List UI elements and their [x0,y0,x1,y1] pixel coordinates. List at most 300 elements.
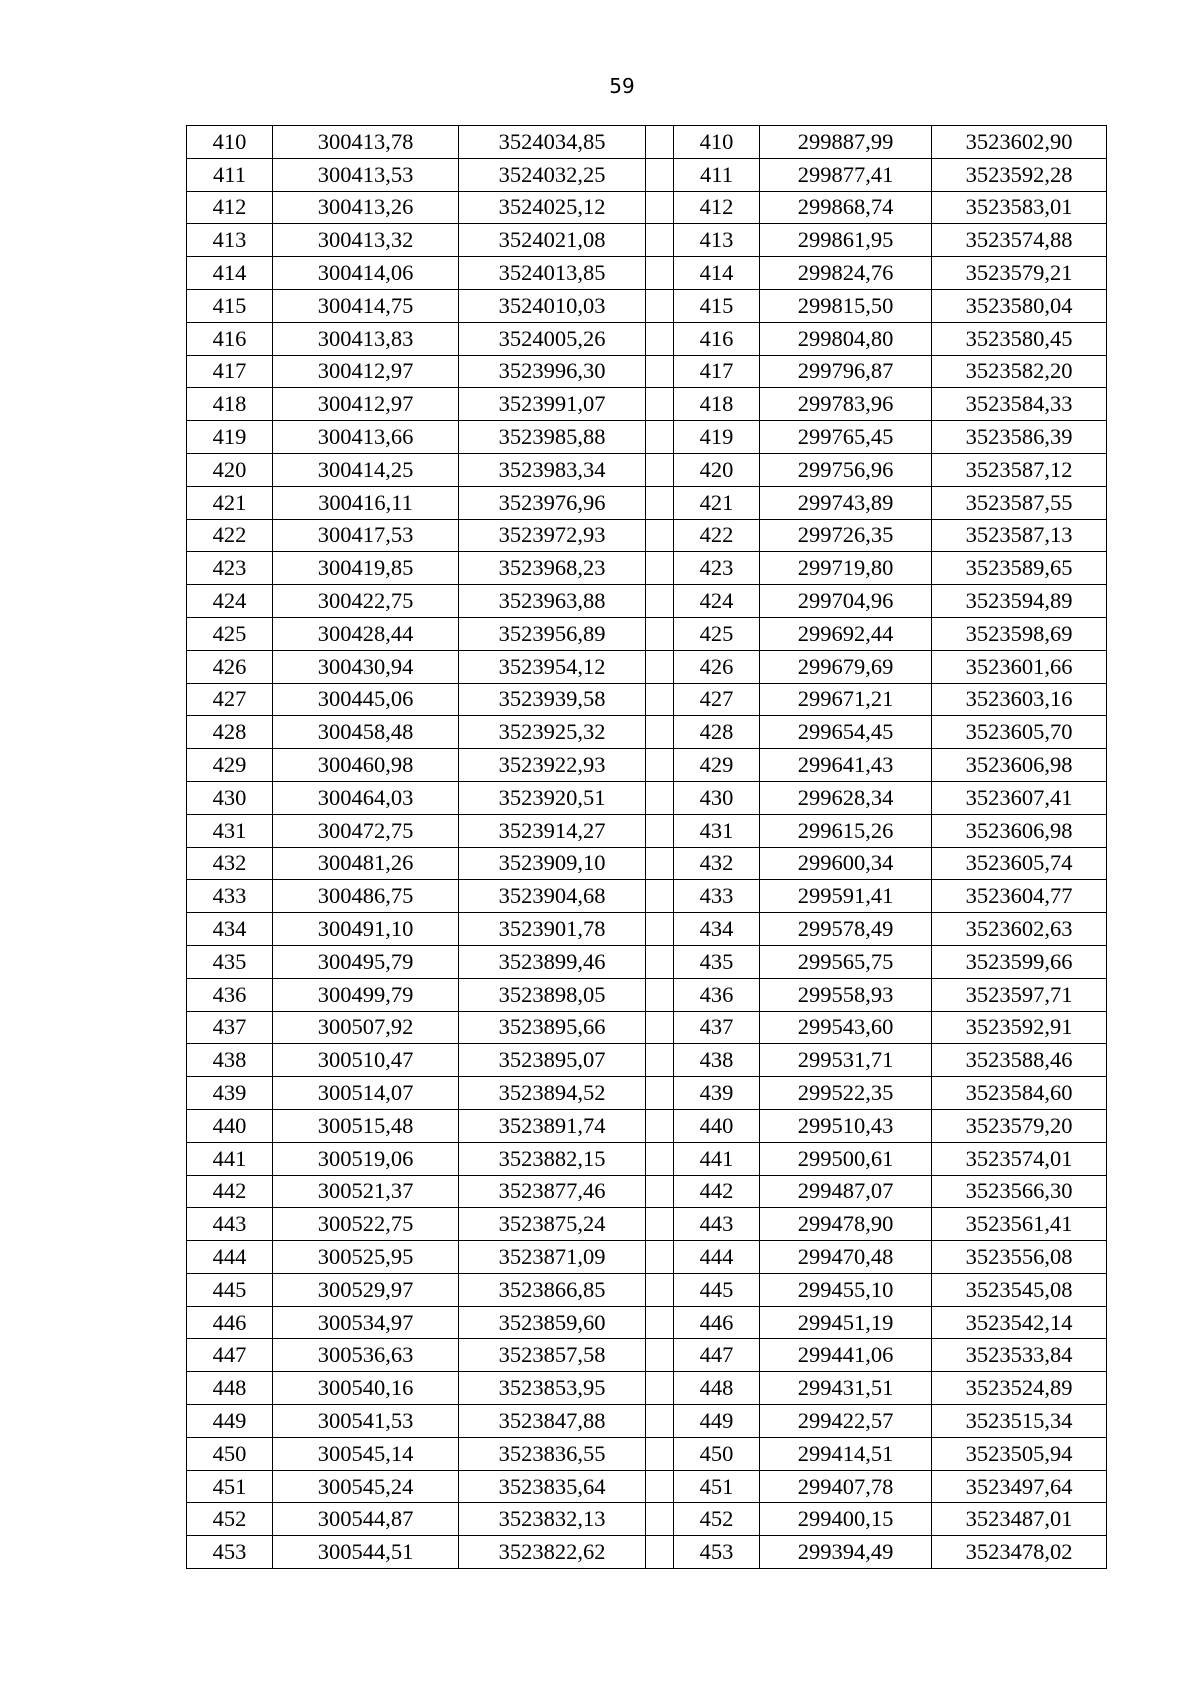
separator-cell [646,781,674,814]
right-point-number-cell: 412 [674,191,760,224]
right-x-coordinate-cell: 299704,96 [760,585,932,618]
left-point-number-cell: 436 [187,978,273,1011]
left-point-number-cell: 427 [187,683,273,716]
right-x-coordinate-cell: 299719,80 [760,552,932,585]
right-x-coordinate-cell: 299600,34 [760,847,932,880]
left-y-coordinate-cell: 3523996,30 [459,355,646,388]
separator-cell [646,617,674,650]
table-row [187,355,1107,388]
left-x-coordinate-cell: 300491,10 [273,913,459,946]
left-x-coordinate-cell: 300514,07 [273,1077,459,1110]
separator-cell [646,1175,674,1208]
right-point-number-cell: 453 [674,1536,760,1569]
separator-cell [646,1241,674,1274]
right-point-number-cell: 426 [674,650,760,683]
table-row [187,650,1107,683]
left-x-coordinate-cell: 300515,48 [273,1109,459,1142]
left-point-number-cell: 435 [187,945,273,978]
right-point-number-cell: 434 [674,913,760,946]
left-x-coordinate-cell: 300413,83 [273,322,459,355]
left-point-number-cell: 440 [187,1109,273,1142]
right-x-coordinate-cell: 299510,43 [760,1109,932,1142]
left-x-coordinate-cell: 300417,53 [273,519,459,552]
right-y-coordinate-cell: 3523545,08 [932,1273,1107,1306]
right-y-coordinate-cell: 3523584,33 [932,388,1107,421]
left-y-coordinate-cell: 3523859,60 [459,1306,646,1339]
right-x-coordinate-cell: 299578,49 [760,913,932,946]
right-point-number-cell: 433 [674,880,760,913]
separator-cell [646,486,674,519]
separator-cell [646,749,674,782]
right-point-number-cell: 441 [674,1142,760,1175]
left-x-coordinate-cell: 300472,75 [273,814,459,847]
left-y-coordinate-cell: 3523909,10 [459,847,646,880]
right-x-coordinate-cell: 299796,87 [760,355,932,388]
left-y-coordinate-cell: 3523925,32 [459,716,646,749]
right-x-coordinate-cell: 299615,26 [760,814,932,847]
right-point-number-cell: 438 [674,1044,760,1077]
separator-cell [646,1503,674,1536]
left-y-coordinate-cell: 3524013,85 [459,257,646,290]
right-y-coordinate-cell: 3523603,16 [932,683,1107,716]
left-x-coordinate-cell: 300416,11 [273,486,459,519]
right-x-coordinate-cell: 299591,41 [760,880,932,913]
left-point-number-cell: 429 [187,749,273,782]
left-point-number-cell: 432 [187,847,273,880]
left-x-coordinate-cell: 300529,97 [273,1273,459,1306]
left-x-coordinate-cell: 300545,14 [273,1437,459,1470]
right-point-number-cell: 445 [674,1273,760,1306]
right-point-number-cell: 443 [674,1208,760,1241]
left-x-coordinate-cell: 300414,25 [273,453,459,486]
left-point-number-cell: 412 [187,191,273,224]
left-point-number-cell: 438 [187,1044,273,1077]
separator-cell [646,158,674,191]
table-row [187,1208,1107,1241]
left-y-coordinate-cell: 3523899,46 [459,945,646,978]
table-row [187,1536,1107,1569]
right-y-coordinate-cell: 3523587,55 [932,486,1107,519]
table-row [187,552,1107,585]
left-x-coordinate-cell: 300412,97 [273,355,459,388]
right-x-coordinate-cell: 299887,99 [760,126,932,159]
right-y-coordinate-cell: 3523587,13 [932,519,1107,552]
separator-cell [646,716,674,749]
left-x-coordinate-cell: 300495,79 [273,945,459,978]
right-point-number-cell: 425 [674,617,760,650]
left-y-coordinate-cell: 3524032,25 [459,158,646,191]
table-row [187,224,1107,257]
left-y-coordinate-cell: 3523983,34 [459,453,646,486]
separator-cell [646,453,674,486]
right-x-coordinate-cell: 299726,35 [760,519,932,552]
right-point-number-cell: 411 [674,158,760,191]
right-point-number-cell: 421 [674,486,760,519]
right-y-coordinate-cell: 3523589,65 [932,552,1107,585]
right-y-coordinate-cell: 3523606,98 [932,749,1107,782]
separator-cell [646,421,674,454]
left-point-number-cell: 430 [187,781,273,814]
right-y-coordinate-cell: 3523574,01 [932,1142,1107,1175]
right-x-coordinate-cell: 299868,74 [760,191,932,224]
left-x-coordinate-cell: 300458,48 [273,716,459,749]
table-row [187,1175,1107,1208]
left-point-number-cell: 439 [187,1077,273,1110]
right-y-coordinate-cell: 3523598,69 [932,617,1107,650]
left-y-coordinate-cell: 3523991,07 [459,388,646,421]
left-y-coordinate-cell: 3523877,46 [459,1175,646,1208]
table-row [187,716,1107,749]
left-point-number-cell: 450 [187,1437,273,1470]
right-y-coordinate-cell: 3523602,63 [932,913,1107,946]
table-row [187,814,1107,847]
left-x-coordinate-cell: 300428,44 [273,617,459,650]
left-x-coordinate-cell: 300413,32 [273,224,459,257]
separator-cell [646,519,674,552]
right-y-coordinate-cell: 3523601,66 [932,650,1107,683]
right-point-number-cell: 432 [674,847,760,880]
table-row [187,880,1107,913]
left-x-coordinate-cell: 300413,53 [273,158,459,191]
right-x-coordinate-cell: 299743,89 [760,486,932,519]
right-x-coordinate-cell: 299531,71 [760,1044,932,1077]
page-number: 59 [609,74,635,98]
separator-cell [646,585,674,618]
left-point-number-cell: 419 [187,421,273,454]
right-point-number-cell: 430 [674,781,760,814]
right-point-number-cell: 448 [674,1372,760,1405]
left-y-coordinate-cell: 3523956,89 [459,617,646,650]
left-y-coordinate-cell: 3523976,96 [459,486,646,519]
left-y-coordinate-cell: 3523901,78 [459,913,646,946]
table-row [187,913,1107,946]
right-y-coordinate-cell: 3523580,45 [932,322,1107,355]
table-row [187,1011,1107,1044]
separator-cell [646,1339,674,1372]
left-y-coordinate-cell: 3523882,15 [459,1142,646,1175]
right-y-coordinate-cell: 3523584,60 [932,1077,1107,1110]
left-y-coordinate-cell: 3523853,95 [459,1372,646,1405]
right-x-coordinate-cell: 299861,95 [760,224,932,257]
table-row [187,1306,1107,1339]
right-y-coordinate-cell: 3523505,94 [932,1437,1107,1470]
right-y-coordinate-cell: 3523607,41 [932,781,1107,814]
right-y-coordinate-cell: 3523497,64 [932,1470,1107,1503]
right-x-coordinate-cell: 299400,15 [760,1503,932,1536]
separator-cell [646,1109,674,1142]
left-y-coordinate-cell: 3524034,85 [459,126,646,159]
right-x-coordinate-cell: 299394,49 [760,1536,932,1569]
right-x-coordinate-cell: 299487,07 [760,1175,932,1208]
left-x-coordinate-cell: 300536,63 [273,1339,459,1372]
table-row [187,1405,1107,1438]
left-y-coordinate-cell: 3523857,58 [459,1339,646,1372]
right-point-number-cell: 419 [674,421,760,454]
left-x-coordinate-cell: 300481,26 [273,847,459,880]
left-y-coordinate-cell: 3523835,64 [459,1470,646,1503]
right-point-number-cell: 416 [674,322,760,355]
left-x-coordinate-cell: 300460,98 [273,749,459,782]
left-point-number-cell: 414 [187,257,273,290]
left-point-number-cell: 411 [187,158,273,191]
left-point-number-cell: 431 [187,814,273,847]
left-point-number-cell: 416 [187,322,273,355]
right-y-coordinate-cell: 3523542,14 [932,1306,1107,1339]
left-point-number-cell: 442 [187,1175,273,1208]
right-x-coordinate-cell: 299783,96 [760,388,932,421]
separator-cell [646,1077,674,1110]
separator-cell [646,388,674,421]
table-row [187,453,1107,486]
right-x-coordinate-cell: 299877,41 [760,158,932,191]
left-y-coordinate-cell: 3523954,12 [459,650,646,683]
right-x-coordinate-cell: 299671,21 [760,683,932,716]
left-y-coordinate-cell: 3523875,24 [459,1208,646,1241]
left-point-number-cell: 444 [187,1241,273,1274]
left-point-number-cell: 453 [187,1536,273,1569]
right-point-number-cell: 431 [674,814,760,847]
table-row [187,585,1107,618]
separator-cell [646,355,674,388]
right-y-coordinate-cell: 3523579,20 [932,1109,1107,1142]
left-y-coordinate-cell: 3523914,27 [459,814,646,847]
table-row [187,388,1107,421]
right-y-coordinate-cell: 3523556,08 [932,1241,1107,1274]
left-point-number-cell: 441 [187,1142,273,1175]
right-x-coordinate-cell: 299628,34 [760,781,932,814]
left-x-coordinate-cell: 300413,26 [273,191,459,224]
table-row [187,486,1107,519]
left-point-number-cell: 422 [187,519,273,552]
right-point-number-cell: 442 [674,1175,760,1208]
left-x-coordinate-cell: 300544,51 [273,1536,459,1569]
separator-cell [646,1470,674,1503]
left-point-number-cell: 420 [187,453,273,486]
right-point-number-cell: 415 [674,289,760,322]
left-point-number-cell: 434 [187,913,273,946]
left-point-number-cell: 447 [187,1339,273,1372]
left-x-coordinate-cell: 300507,92 [273,1011,459,1044]
right-point-number-cell: 436 [674,978,760,1011]
left-point-number-cell: 443 [187,1208,273,1241]
separator-cell [646,1306,674,1339]
right-y-coordinate-cell: 3523583,01 [932,191,1107,224]
right-point-number-cell: 413 [674,224,760,257]
right-y-coordinate-cell: 3523592,91 [932,1011,1107,1044]
right-y-coordinate-cell: 3523533,84 [932,1339,1107,1372]
right-point-number-cell: 423 [674,552,760,585]
right-point-number-cell: 446 [674,1306,760,1339]
table-row [187,1503,1107,1536]
table-row [187,978,1107,1011]
table-row [187,1142,1107,1175]
right-y-coordinate-cell: 3523587,12 [932,453,1107,486]
right-y-coordinate-cell: 3523566,30 [932,1175,1107,1208]
left-x-coordinate-cell: 300413,66 [273,421,459,454]
left-x-coordinate-cell: 300413,78 [273,126,459,159]
separator-cell [646,1208,674,1241]
right-y-coordinate-cell: 3523588,46 [932,1044,1107,1077]
right-x-coordinate-cell: 299414,51 [760,1437,932,1470]
left-point-number-cell: 418 [187,388,273,421]
separator-cell [646,814,674,847]
right-x-coordinate-cell: 299431,51 [760,1372,932,1405]
left-x-coordinate-cell: 300545,24 [273,1470,459,1503]
table-row [187,1241,1107,1274]
right-y-coordinate-cell: 3523592,28 [932,158,1107,191]
left-y-coordinate-cell: 3523895,07 [459,1044,646,1077]
separator-cell [646,1405,674,1438]
left-x-coordinate-cell: 300430,94 [273,650,459,683]
separator-cell [646,913,674,946]
right-x-coordinate-cell: 299451,19 [760,1306,932,1339]
table-row [187,1044,1107,1077]
left-x-coordinate-cell: 300422,75 [273,585,459,618]
right-x-coordinate-cell: 299441,06 [760,1339,932,1372]
separator-cell [646,1536,674,1569]
left-x-coordinate-cell: 300522,75 [273,1208,459,1241]
left-point-number-cell: 426 [187,650,273,683]
left-point-number-cell: 451 [187,1470,273,1503]
right-y-coordinate-cell: 3523604,77 [932,880,1107,913]
left-point-number-cell: 428 [187,716,273,749]
table-row [187,519,1107,552]
left-y-coordinate-cell: 3523920,51 [459,781,646,814]
right-x-coordinate-cell: 299422,57 [760,1405,932,1438]
table-row [187,1372,1107,1405]
table-row [187,421,1107,454]
left-point-number-cell: 452 [187,1503,273,1536]
left-x-coordinate-cell: 300499,79 [273,978,459,1011]
right-y-coordinate-cell: 3523599,66 [932,945,1107,978]
left-point-number-cell: 415 [187,289,273,322]
left-x-coordinate-cell: 300486,75 [273,880,459,913]
right-x-coordinate-cell: 299455,10 [760,1273,932,1306]
left-point-number-cell: 433 [187,880,273,913]
left-point-number-cell: 413 [187,224,273,257]
right-point-number-cell: 422 [674,519,760,552]
table-row [187,1077,1107,1110]
left-y-coordinate-cell: 3523871,09 [459,1241,646,1274]
right-point-number-cell: 440 [674,1109,760,1142]
coordinates-table [186,125,1107,1569]
separator-cell [646,847,674,880]
table-row [187,1470,1107,1503]
table-row [187,617,1107,650]
left-x-coordinate-cell: 300412,97 [273,388,459,421]
left-y-coordinate-cell: 3523985,88 [459,421,646,454]
right-y-coordinate-cell: 3523478,02 [932,1536,1107,1569]
table-row [187,781,1107,814]
right-x-coordinate-cell: 299558,93 [760,978,932,1011]
right-y-coordinate-cell: 3523586,39 [932,421,1107,454]
separator-cell [646,289,674,322]
right-x-coordinate-cell: 299641,43 [760,749,932,782]
left-y-coordinate-cell: 3523904,68 [459,880,646,913]
right-x-coordinate-cell: 299824,76 [760,257,932,290]
right-point-number-cell: 424 [674,585,760,618]
right-y-coordinate-cell: 3523602,90 [932,126,1107,159]
right-x-coordinate-cell: 299804,80 [760,322,932,355]
table-row [187,126,1107,159]
left-point-number-cell: 437 [187,1011,273,1044]
separator-cell [646,978,674,1011]
right-y-coordinate-cell: 3523605,74 [932,847,1107,880]
left-y-coordinate-cell: 3524005,26 [459,322,646,355]
right-point-number-cell: 428 [674,716,760,749]
table-row [187,1437,1107,1470]
right-point-number-cell: 418 [674,388,760,421]
left-x-coordinate-cell: 300464,03 [273,781,459,814]
left-point-number-cell: 410 [187,126,273,159]
left-point-number-cell: 424 [187,585,273,618]
right-x-coordinate-cell: 299522,35 [760,1077,932,1110]
table-row [187,191,1107,224]
left-point-number-cell: 425 [187,617,273,650]
separator-cell [646,191,674,224]
right-x-coordinate-cell: 299478,90 [760,1208,932,1241]
right-x-coordinate-cell: 299765,45 [760,421,932,454]
separator-cell [646,1273,674,1306]
right-x-coordinate-cell: 299679,69 [760,650,932,683]
right-y-coordinate-cell: 3523594,89 [932,585,1107,618]
table-row [187,1339,1107,1372]
separator-cell [646,552,674,585]
right-y-coordinate-cell: 3523515,34 [932,1405,1107,1438]
separator-cell [646,880,674,913]
coordinates-table-body [187,126,1107,1569]
separator-cell [646,945,674,978]
right-point-number-cell: 410 [674,126,760,159]
left-x-coordinate-cell: 300510,47 [273,1044,459,1077]
right-point-number-cell: 449 [674,1405,760,1438]
right-point-number-cell: 414 [674,257,760,290]
left-x-coordinate-cell: 300419,85 [273,552,459,585]
left-y-coordinate-cell: 3523894,52 [459,1077,646,1110]
right-x-coordinate-cell: 299407,78 [760,1470,932,1503]
left-x-coordinate-cell: 300445,06 [273,683,459,716]
right-y-coordinate-cell: 3523487,01 [932,1503,1107,1536]
left-y-coordinate-cell: 3524021,08 [459,224,646,257]
table-row [187,945,1107,978]
separator-cell [646,322,674,355]
left-point-number-cell: 423 [187,552,273,585]
left-x-coordinate-cell: 300521,37 [273,1175,459,1208]
left-y-coordinate-cell: 3523866,85 [459,1273,646,1306]
left-y-coordinate-cell: 3523836,55 [459,1437,646,1470]
separator-cell [646,1011,674,1044]
table-row [187,1109,1107,1142]
right-point-number-cell: 444 [674,1241,760,1274]
right-point-number-cell: 427 [674,683,760,716]
right-y-coordinate-cell: 3523580,04 [932,289,1107,322]
left-y-coordinate-cell: 3523891,74 [459,1109,646,1142]
right-point-number-cell: 447 [674,1339,760,1372]
separator-cell [646,224,674,257]
right-x-coordinate-cell: 299692,44 [760,617,932,650]
left-y-coordinate-cell: 3523972,93 [459,519,646,552]
right-x-coordinate-cell: 299543,60 [760,1011,932,1044]
left-x-coordinate-cell: 300414,75 [273,289,459,322]
left-x-coordinate-cell: 300525,95 [273,1241,459,1274]
table-row [187,158,1107,191]
table-row [187,683,1107,716]
right-x-coordinate-cell: 299565,75 [760,945,932,978]
left-y-coordinate-cell: 3524010,03 [459,289,646,322]
left-y-coordinate-cell: 3524025,12 [459,191,646,224]
right-x-coordinate-cell: 299815,50 [760,289,932,322]
right-point-number-cell: 435 [674,945,760,978]
